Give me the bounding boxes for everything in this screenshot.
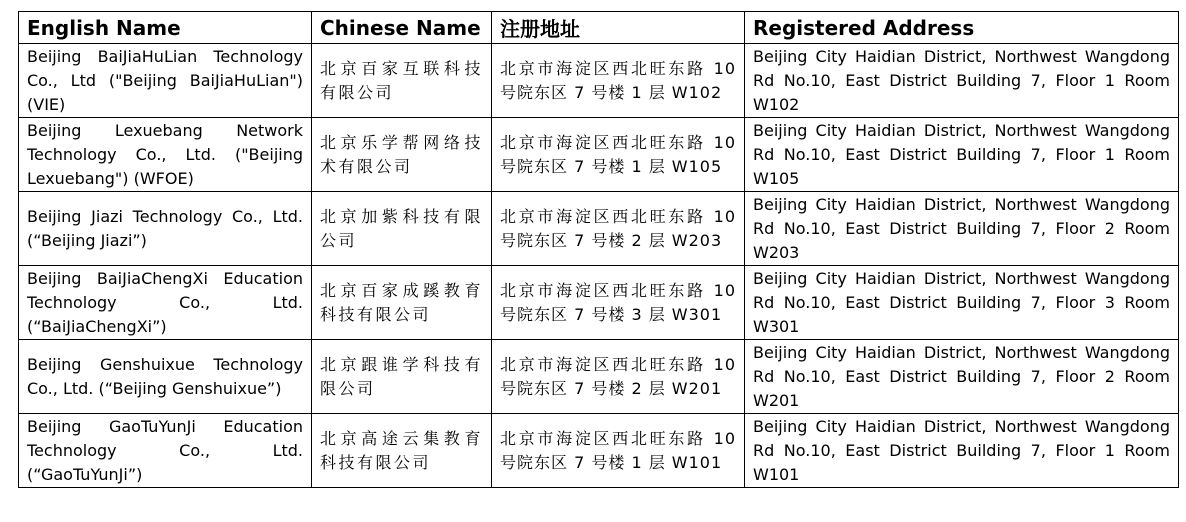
table-row bbox=[19, 340, 1179, 414]
english-name-cell: Beijing BaiJiaHuLian Technology Co., Ltd ("Beijing BaiJiaHuLian") (VIE) bbox=[19, 44, 312, 118]
chinese-name-cell: 北京加紫科技有限公司 bbox=[312, 192, 492, 266]
english-name-header: English Name bbox=[19, 12, 312, 44]
chinese-name-cell: 北京跟谁学科技有限公司 bbox=[312, 340, 492, 414]
registered-address-cell: Beijing City Haidian District, Northwest Wangdong Rd No.10, East District Building 7, Floor 2 Room W201 bbox=[745, 340, 1179, 414]
table-row bbox=[19, 266, 1179, 340]
chinese-name-header: Chinese Name bbox=[312, 12, 492, 44]
registered-address-cell: Beijing City Haidian District, Northwest Wangdong Rd No.10, East District Building 7, Floor 3 Room W301 bbox=[745, 266, 1179, 340]
chinese-address-cell: 北京市海淀区西北旺东路 10 号院东区 7 号楼 1 层 W102 bbox=[492, 44, 745, 118]
english-name-cell: Beijing Lexuebang Network Technology Co., Ltd. ("Beijing Lexuebang") (WFOE) bbox=[19, 118, 312, 192]
registered-address-header: Registered Address bbox=[745, 12, 1179, 44]
registered-address-cell: Beijing City Haidian District, Northwest Wangdong Rd No.10, East District Building 7, Floor 1 Room W101 bbox=[745, 414, 1179, 488]
table-row bbox=[19, 192, 1179, 266]
table-row bbox=[19, 414, 1179, 488]
chinese-address-cell: 北京市海淀区西北旺东路 10 号院东区 7 号楼 3 层 W301 bbox=[492, 266, 745, 340]
chinese-address-cell: 北京市海淀区西北旺东路 10 号院东区 7 号楼 1 层 W105 bbox=[492, 118, 745, 192]
english-name-cell: Beijing GaoTuYunJi Education Technology Co., Ltd. (“GaoTuYunJi”) bbox=[19, 414, 312, 488]
registered-address-cell: Beijing City Haidian District, Northwest Wangdong Rd No.10, East District Building 7, Floor 1 Room W102 bbox=[745, 44, 1179, 118]
english-name-cell: Beijing Jiazi Technology Co., Ltd. (“Beijing Jiazi”) bbox=[19, 192, 312, 266]
english-name-cell: Beijing BaiJiaChengXi Education Technology Co., Ltd. (“BaiJiaChengXi”) bbox=[19, 266, 312, 340]
header-row bbox=[19, 12, 1179, 44]
chinese-name-cell: 北京高途云集教育科技有限公司 bbox=[312, 414, 492, 488]
chinese-address-cell: 北京市海淀区西北旺东路 10 号院东区 7 号楼 2 层 W203 bbox=[492, 192, 745, 266]
table-row bbox=[19, 118, 1179, 192]
entity-address-table bbox=[18, 11, 1179, 488]
chinese-name-cell: 北京百家互联科技有限公司 bbox=[312, 44, 492, 118]
chinese-name-cell: 北京百家成蹊教育科技有限公司 bbox=[312, 266, 492, 340]
chinese-address-cell: 北京市海淀区西北旺东路 10 号院东区 7 号楼 2 层 W201 bbox=[492, 340, 745, 414]
chinese-name-cell: 北京乐学帮网络技术有限公司 bbox=[312, 118, 492, 192]
table-row bbox=[19, 44, 1179, 118]
registered-address-cell: Beijing City Haidian District, Northwest Wangdong Rd No.10, East District Building 7, Floor 2 Room W203 bbox=[745, 192, 1179, 266]
english-name-cell: Beijing Genshuixue Technology Co., Ltd. (“Beijing Genshuixue”) bbox=[19, 340, 312, 414]
registered-address-cell: Beijing City Haidian District, Northwest Wangdong Rd No.10, East District Building 7, Floor 1 Room W105 bbox=[745, 118, 1179, 192]
chinese-address-cell: 北京市海淀区西北旺东路 10 号院东区 7 号楼 1 层 W101 bbox=[492, 414, 745, 488]
chinese-address-header: 注册地址 bbox=[492, 12, 745, 44]
